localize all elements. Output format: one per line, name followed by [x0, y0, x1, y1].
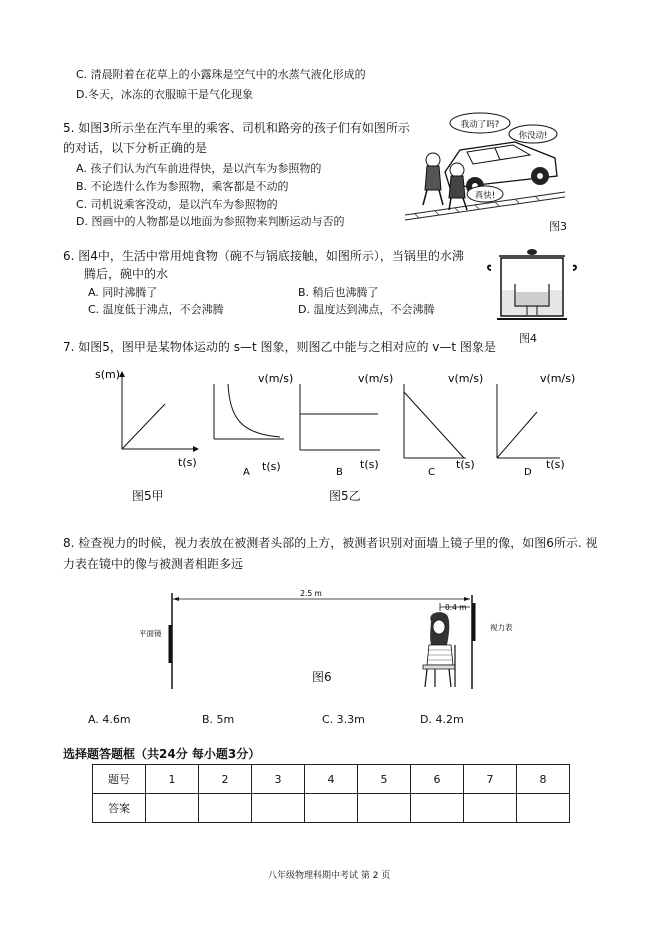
figure3-car-illustration — [405, 110, 575, 228]
figure5-graphs — [90, 362, 590, 482]
answer-table-row-numbers — [93, 765, 570, 794]
graph-d-y-label: v(m/s) — [540, 372, 576, 385]
q8-option-b: B. 5m — [202, 713, 235, 726]
answer-table-number-1: 1 — [146, 765, 199, 794]
q8-stem-line2: 力表在镜中的像与被测者相距多远 — [63, 557, 244, 571]
answer-table-number-5: 5 — [358, 765, 411, 794]
answer-cell-1[interactable] — [146, 794, 199, 823]
answer-cell-7[interactable] — [464, 794, 517, 823]
q6-option-b: B. 稍后也沸腾了 — [298, 286, 379, 299]
graph-a-vt — [214, 372, 293, 478]
q5-stem-line1: 5. 如图3所示坐在汽车里的乘客、司机和路旁的孩子们有如图所示 — [63, 121, 410, 135]
graph-jia-st — [95, 368, 198, 469]
answer-cell-2[interactable] — [199, 794, 252, 823]
answer-cell-4[interactable] — [305, 794, 358, 823]
q4-option-d: D.冬天，冰冻的衣服晾干是气化现象 — [76, 88, 253, 101]
graph-b-x-label: t(s) — [360, 458, 379, 471]
q5-stem-line2: 的对话，以下分析正确的是 — [63, 141, 208, 155]
graph-d-x-label: t(s) — [546, 458, 565, 471]
answer-table-number-4: 4 — [305, 765, 358, 794]
q6-option-a: A. 同时沸腾了 — [88, 286, 158, 299]
q4-option-c: C. 清晨附着在花草上的小露珠是空气中的水蒸气液化形成的 — [76, 68, 366, 81]
figure3-bubble-3: 真快! — [474, 191, 496, 201]
graph-a-y-label: v(m/s) — [258, 372, 294, 385]
figure5-yi-caption: 图5乙 — [329, 489, 361, 503]
answer-cell-3[interactable] — [252, 794, 305, 823]
q5-option-d: D. 图画中的人物都是以地面为参照物来判断运动与否的 — [76, 215, 345, 228]
answer-table-number-6: 6 — [411, 765, 464, 794]
answer-cell-8[interactable] — [517, 794, 570, 823]
q8-option-a: A. 4.6m — [88, 713, 131, 726]
q5-option-b: B. 不论选什么作为参照物，乘客都是不动的 — [76, 180, 289, 193]
graph-d-letter: D — [524, 467, 532, 478]
q8-option-c: C. 3.3m — [322, 713, 365, 726]
q5-option-a: A. 孩子们认为汽车前进得快，是以汽车为参照物的 — [76, 162, 322, 175]
graph-c-x-label: t(s) — [456, 458, 475, 471]
graph-a-x-label: t(s) — [262, 460, 281, 473]
graph-c-y-label: v(m/s) — [448, 372, 484, 385]
graph-jia-x-label: t(s) — [178, 456, 197, 469]
figure6-eye-test — [135, 585, 513, 695]
figure6-mirror-label: 平面镜 — [139, 629, 162, 638]
figure6-caption: 图6 — [312, 670, 332, 684]
page-footer: 八年级物理科期中考试 第 2 页 — [268, 871, 391, 881]
figure4-caption: 图4 — [519, 332, 537, 345]
figure6-chart-label: 视力表 — [490, 623, 513, 632]
figure6-distance-0-4: 0.4 m — [445, 603, 467, 612]
q7-stem: 7. 如图5，图甲是某物体运动的 s—t 图象，则图乙中能与之相对应的 v—t 图象是 — [63, 340, 496, 354]
answer-table-number-7: 7 — [464, 765, 517, 794]
figure4-pot-illustration — [485, 246, 580, 326]
answer-cell-5[interactable] — [358, 794, 411, 823]
graph-a-curve — [228, 384, 280, 437]
answer-table-number-2: 2 — [199, 765, 252, 794]
graph-b-vt — [300, 372, 393, 478]
answer-table-header-number: 题号 — [93, 765, 146, 794]
figure6-person — [423, 612, 455, 687]
answer-table-header-answer: 答案 — [93, 794, 146, 823]
graph-d-vt — [497, 372, 575, 478]
q5-option-c: C. 司机说乘客没动，是以汽车为参照物的 — [76, 198, 278, 211]
q6-option-c: C. 温度低于沸点，不会沸腾 — [88, 303, 224, 316]
q6-stem-line1: 6. 图4中，生活中常用炖食物（碗不与锅底接触，如图所示），当锅里的水沸 — [63, 249, 464, 263]
graph-jia-line — [122, 404, 165, 449]
q6-stem-line2: 腾后，碗中的水 — [84, 267, 169, 281]
answer-table-number-8: 8 — [517, 765, 570, 794]
graph-c-line — [404, 392, 464, 458]
figure5-jia-caption: 图5甲 — [132, 489, 164, 503]
figure3-bubble-1: 我动了吗? — [460, 120, 500, 130]
answer-cell-6[interactable] — [411, 794, 464, 823]
q8-option-d: D. 4.2m — [420, 713, 464, 726]
figure3-caption: 图3 — [549, 220, 567, 233]
answer-table-row-answers — [93, 794, 570, 823]
q6-option-d: D. 温度达到沸点，不会沸腾 — [298, 303, 435, 316]
answer-table-number-3: 3 — [252, 765, 305, 794]
q8-stem-line1: 8. 检查视力的时候，视力表放在被测者头部的上方，被测者识别对面墙上镜子里的像，如图6所示. 视 — [63, 536, 598, 550]
graph-jia-y-label: s(m) — [95, 368, 121, 381]
graph-d-line — [497, 412, 537, 458]
graph-c-vt — [404, 372, 483, 478]
figure3-bubble-2: 你没动! — [518, 131, 548, 141]
graph-c-letter: C — [428, 467, 435, 478]
graph-a-letter: A — [243, 467, 250, 478]
answer-box-title: 选择题答题框（共24分 每小题3分） — [63, 747, 261, 761]
answer-table — [92, 764, 570, 823]
graph-b-letter: B — [336, 467, 343, 478]
figure6-distance-2-5: 2.5 m — [300, 589, 322, 598]
graph-b-y-label: v(m/s) — [358, 372, 394, 385]
